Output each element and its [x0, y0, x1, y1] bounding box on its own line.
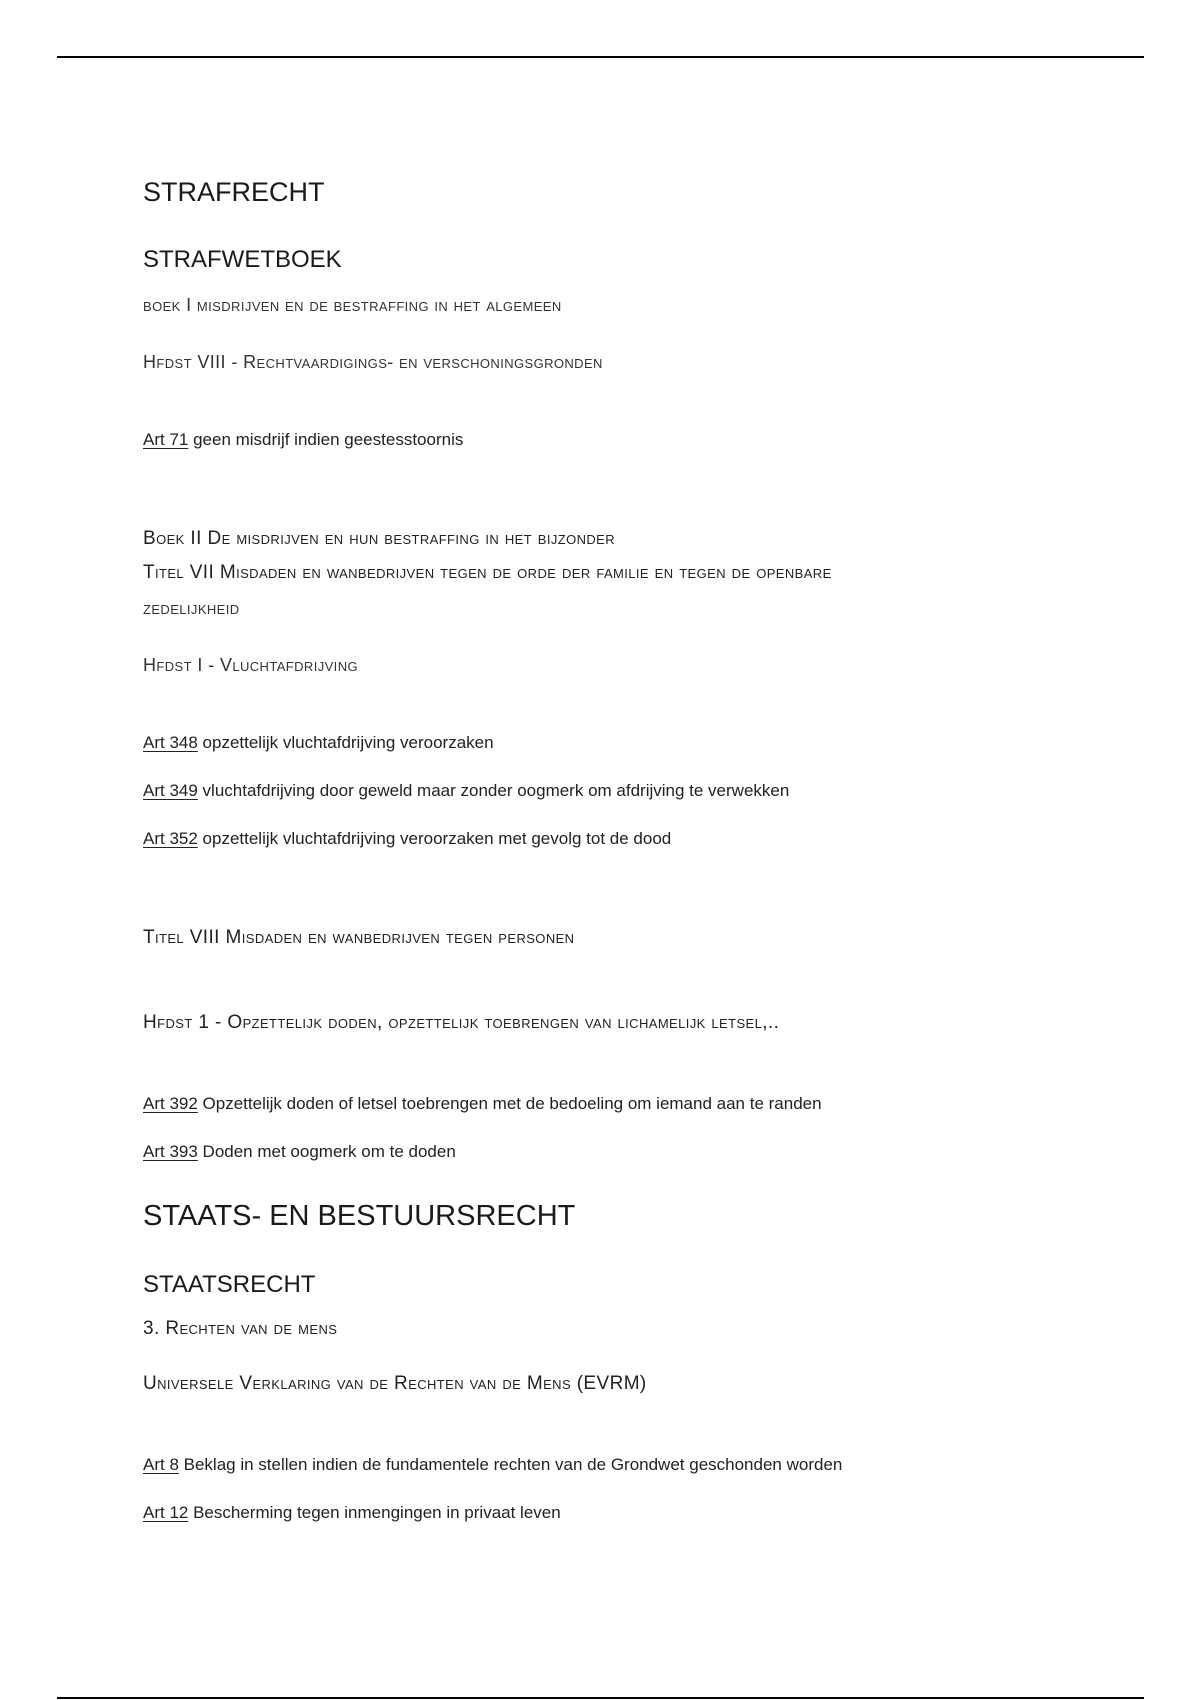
heading-staats-en-bestuursrecht: STAATS- EN BESTUURSRECHT — [143, 1200, 576, 1232]
heading-hfdst-1-doden: Hfdst 1 - Opzettelijk doden, opzettelijk toebrengen van lichamelijk letsel,.. — [143, 1012, 780, 1033]
article-392-ref[interactable]: Art 392 — [143, 1094, 198, 1113]
article-71 — [143, 430, 463, 450]
article-12 — [143, 1503, 561, 1523]
article-393-ref[interactable]: Art 393 — [143, 1142, 198, 1161]
article-352 — [143, 829, 671, 849]
heading-staatsrecht: STAATSRECHT — [143, 1271, 316, 1298]
article-392-text: Opzettelijk doden of letsel toebrengen met de bedoeling om iemand aan te randen — [197, 1094, 822, 1113]
article-12-text: Bescherming tegen inmengingen in privaat leven — [188, 1503, 561, 1522]
heading-evrm: Universele Verklaring van de Rechten van de Mens (EVRM) — [143, 1373, 647, 1394]
heading-titel-8: Titel VIII Misdaden en wanbedrijven tegen personen — [143, 927, 575, 948]
article-393-text: Doden met oogmerk om te doden — [197, 1142, 456, 1161]
article-352-ref[interactable]: Art 352 — [143, 829, 198, 848]
heading-titel-7-line2: zedelijkheid — [143, 598, 240, 618]
header-rule — [57, 56, 1144, 58]
article-8-text: Beklag in stellen indien de fundamentele rechten van de Grondwet geschonden worden — [178, 1455, 843, 1474]
article-8-ref[interactable]: Art 8 — [143, 1455, 179, 1474]
article-71-text: geen misdrijf indien geestesstoornis — [188, 430, 464, 449]
heading-boek-2: Boek II De misdrijven en hun bestraffing in het bijzonder — [143, 528, 616, 549]
article-392 — [143, 1094, 822, 1114]
article-12-ref[interactable]: Art 12 — [143, 1503, 189, 1522]
article-71-ref[interactable]: Art 71 — [143, 430, 189, 449]
article-348 — [143, 733, 494, 753]
heading-strafwetboek: STRAFWETBOEK — [143, 246, 342, 273]
heading-boek-1: boek I misdrijven en de bestraffing in het algemeen — [143, 295, 562, 315]
article-349-ref[interactable]: Art 349 — [143, 781, 198, 800]
article-348-text: opzettelijk vluchtafdrijving veroorzaken — [197, 733, 494, 752]
article-349 — [143, 781, 789, 801]
article-348-ref[interactable]: Art 348 — [143, 733, 198, 752]
heading-hfdst-8: Hfdst VIII - Rechtvaardigings- en verschoningsgronden — [143, 352, 603, 372]
article-352-text: opzettelijk vluchtafdrijving veroorzaken met gevolg tot de dood — [197, 829, 672, 848]
article-349-text: vluchtafdrijving door geweld maar zonder oogmerk om afdrijving te verwekken — [197, 781, 790, 800]
heading-rechten-van-de-mens: 3. Rechten van de mens — [143, 1318, 338, 1339]
article-8 — [143, 1455, 842, 1475]
heading-titel-7-line1: Titel VII Misdaden en wanbedrijven tegen de orde der familie en tegen de openbare — [143, 562, 832, 583]
footer-rule — [57, 1697, 1144, 1699]
heading-hfdst-1-vluchtafdrijving: Hfdst I - Vluchtafdrijving — [143, 655, 358, 675]
heading-strafrecht: STRAFRECHT — [143, 177, 325, 207]
article-393 — [143, 1142, 456, 1162]
